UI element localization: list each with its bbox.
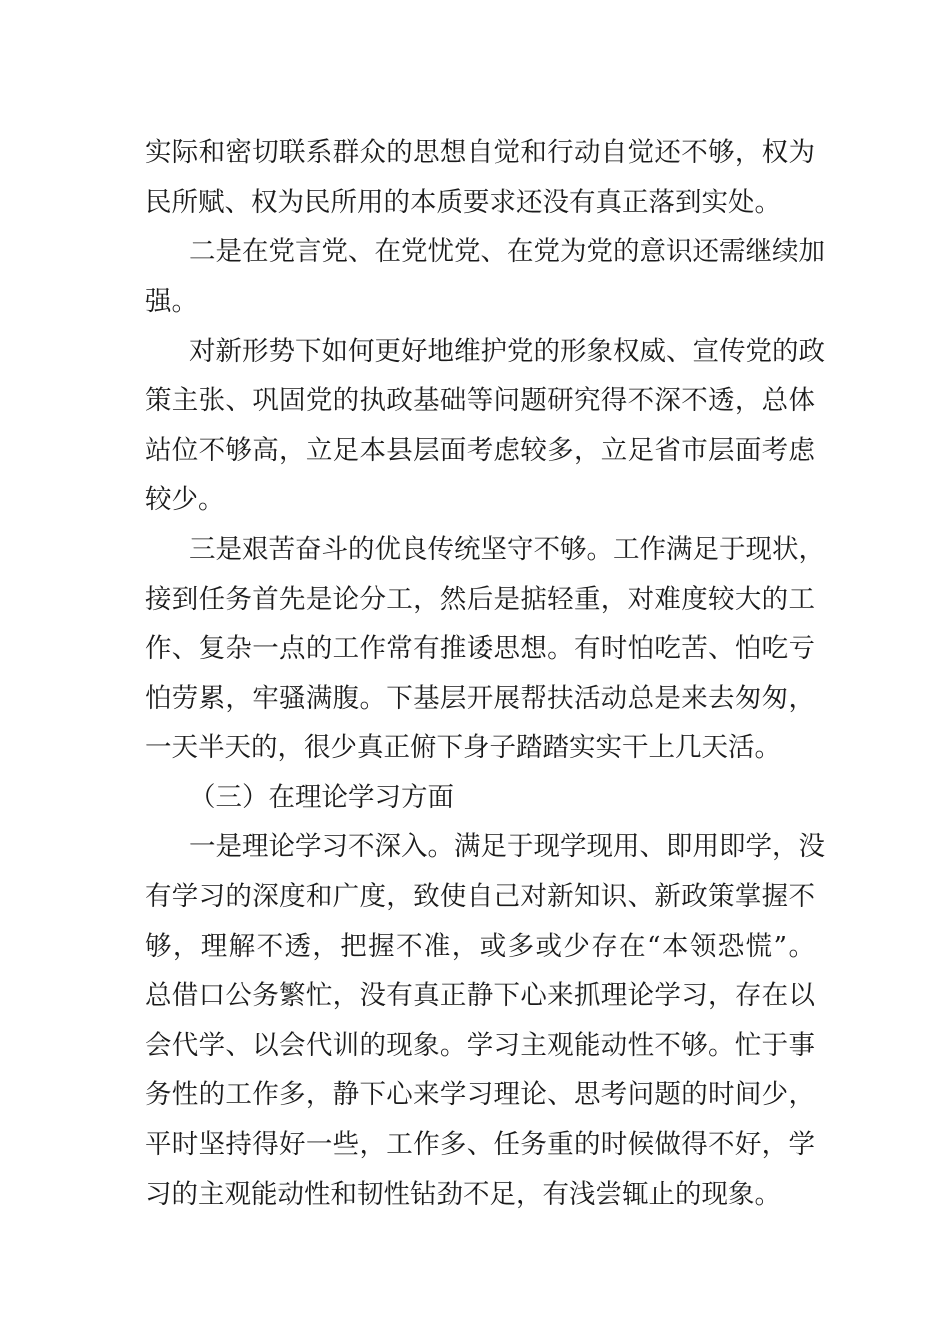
text-line-7: 站位不够高，立足本县层面考虑较多，立足省市层面考虑 [145, 435, 815, 466]
text-line-11: 作、复杂一点的工作常有推诿思想。有时怕吃苦、怕吃亏 [145, 633, 815, 664]
text-line-4: 强。 [145, 286, 198, 317]
text-line-21: 平时坚持得好一些，工作多、任务重的时候做得不好，学 [145, 1129, 815, 1160]
text-line-19: 会代学、以会代训的现象。学习主观能动性不够。忙于事 [145, 1030, 815, 1061]
text-line-5: 对新形势下如何更好地维护党的形象权威、宣传党的政 [189, 336, 825, 367]
text-line-2: 民所赋、权为民所用的本质要求还没有真正落到实处。 [145, 187, 781, 218]
text-line-9: 三是艰苦奋斗的优良传统坚守不够。工作满足于现状， [189, 534, 825, 565]
text-line-22: 习的主观能动性和韧性钻劲不足，有浅尝辄止的现象。 [145, 1179, 781, 1210]
text-line-17: 够，理解不透，把握不准，或多或少存在“本领恐慌”。 [145, 931, 815, 962]
text-line-12: 怕劳累，牢骚满腹。下基层开展帮扶活动总是来去匆匆， [145, 683, 815, 714]
text-line-20: 务性的工作多，静下心来学习理论、思考问题的时间少， [145, 1079, 815, 1110]
text-line-3: 二是在党言党、在党忧党、在党为党的意识还需继续加 [189, 236, 825, 267]
text-line-13: 一天半天的，很少真正俯下身子踏踏实实干上几天活。 [145, 732, 781, 763]
text-line-6: 策主张、巩固党的执政基础等问题研究得不深不透，总体 [145, 385, 815, 416]
text-line-10: 接到任务首先是论分工，然后是掂轻重，对难度较大的工 [145, 584, 815, 615]
text-line-8: 较少。 [145, 484, 225, 515]
section-heading: （三）在理论学习方面 [189, 782, 454, 813]
text-line-16: 有学习的深度和广度，致使自己对新知识、新政策掌握不 [145, 881, 815, 912]
text-line-15: 一是理论学习不深入。满足于现学现用、即用即学，没 [189, 831, 825, 862]
text-line-1: 实际和密切联系群众的思想自觉和行动自觉还不够，权为 [145, 137, 815, 168]
text-line-18: 总借口公务繁忙，没有真正静下心来抓理论学习，存在以 [145, 980, 815, 1011]
